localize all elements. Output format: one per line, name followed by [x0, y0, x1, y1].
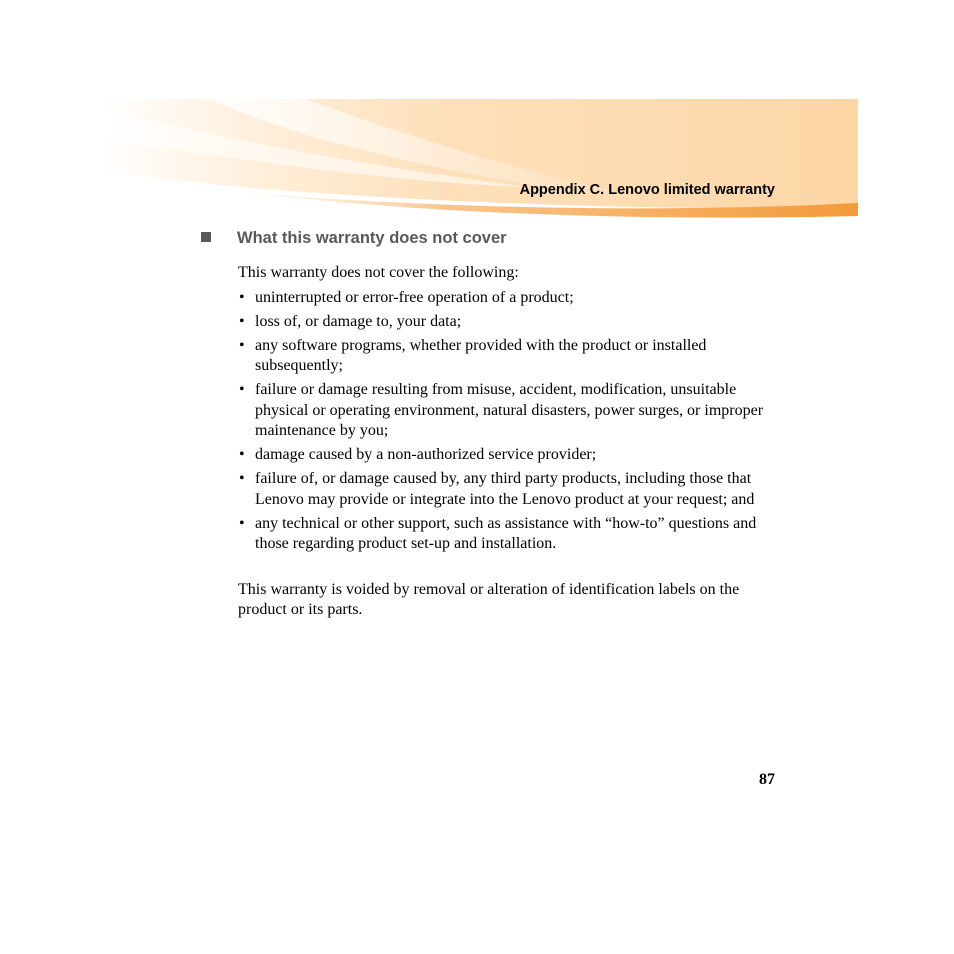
bullet-icon: •	[239, 288, 245, 306]
closing-paragraph: This warranty is voided by removal or alteration of identification labels on the product or its parts.	[238, 580, 740, 618]
section-body	[238, 263, 778, 621]
intro-paragraph: This warranty does not cover the following:	[238, 264, 519, 281]
bullet-icon: •	[239, 470, 245, 487]
list-item: • failure of, or damage caused by, any third party products, including those that Lenovo may provide or integrate into the Lenovo product at your request; and	[239, 470, 755, 508]
page-number: 87	[759, 771, 775, 788]
bullet-icon: •	[239, 312, 245, 330]
list-item: • any technical or other support, such as assistance with “how-to” questions and those regarding product set-up and installation.	[239, 514, 757, 552]
list-item: • any software programs, whether provided with the product or installed subsequently;	[239, 336, 707, 374]
list-item: • damage caused by a non-authorized service provider;	[238, 445, 778, 466]
header-banner	[100, 99, 858, 219]
list-item: • uninterrupted or error-free operation of a product;	[238, 288, 778, 309]
bullet-icon: •	[239, 446, 245, 463]
bullet-icon: •	[239, 381, 245, 398]
section-heading-text: What this warranty does not cover	[237, 229, 507, 247]
bullet-icon: •	[239, 514, 245, 532]
bullet-icon: •	[239, 336, 245, 354]
list-item: • loss of, or damage to, your data;	[238, 312, 778, 333]
section-heading	[201, 229, 507, 248]
exclusion-list	[238, 288, 778, 555]
header-title: Appendix C. Lenovo limited warranty	[519, 182, 775, 198]
square-bullet-icon	[201, 232, 211, 242]
list-item: • failure or damage resulting from misuse, accident, modification, unsuitable physical or operating environment, natural disasters, power surges, or improper maintenance by you;	[239, 381, 764, 439]
